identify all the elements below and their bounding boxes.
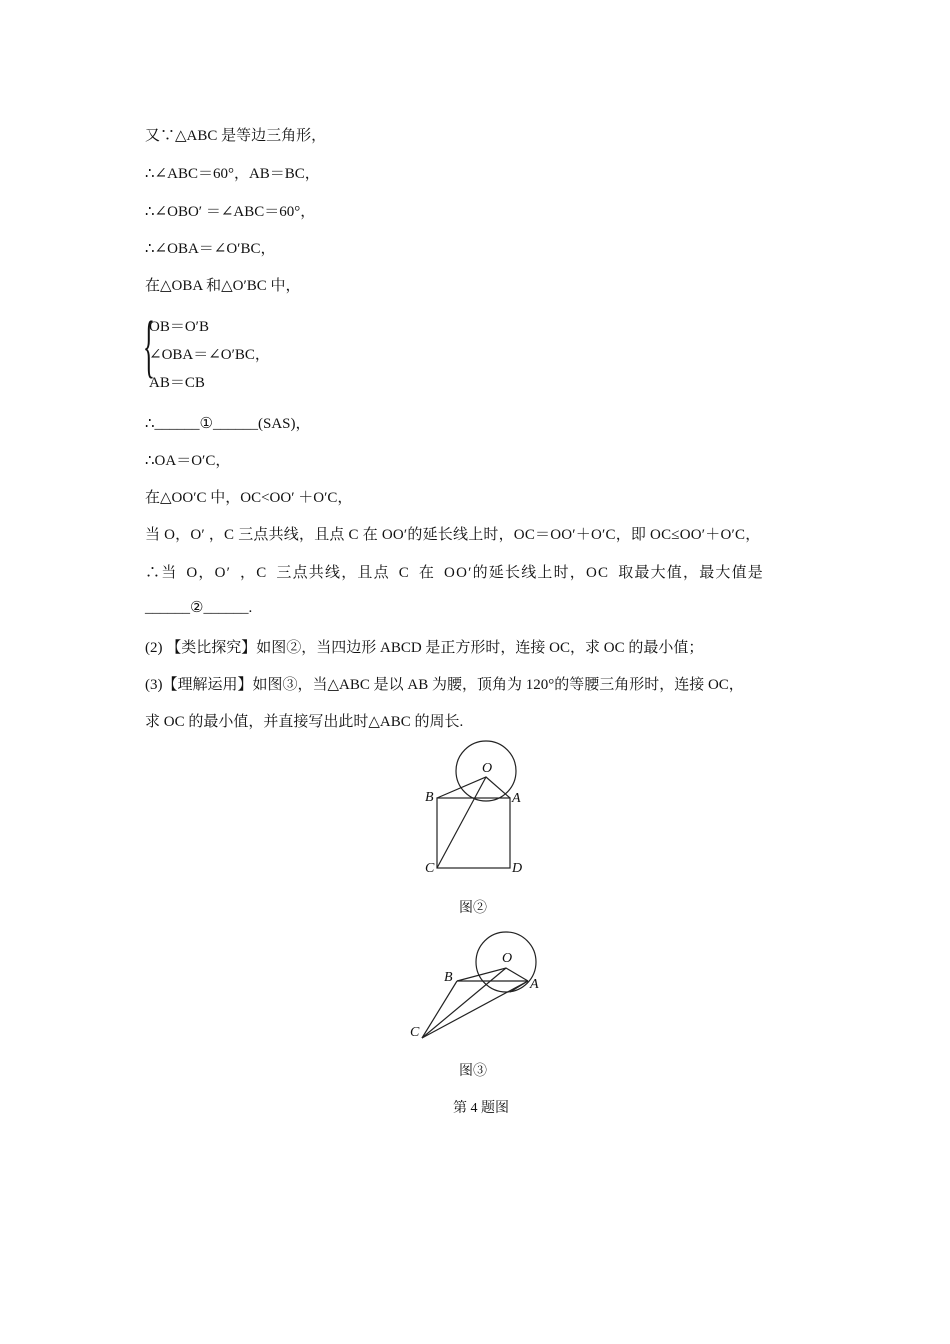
label-b: B bbox=[425, 790, 434, 805]
text-line: 当 O，O′ ，C 三点共线，且点 C 在 OO′的延长线上时，OC＝OO′＋O′C，即 OC≤OO′＋O′C， bbox=[145, 527, 761, 543]
system-line: OB＝O′B bbox=[149, 319, 209, 335]
figure-3 bbox=[422, 932, 536, 1038]
system-line: AB＝CB bbox=[149, 375, 205, 391]
text-line: ∴当 O，O′ ，C 三点共线，且点 C 在 OO′的延长线上时，OC 取最大值，最大值是 bbox=[145, 565, 764, 581]
text-line: ∴∠OBA＝∠O′BC， bbox=[145, 241, 276, 257]
figure-2-caption: 图② bbox=[459, 901, 487, 916]
text-line: ∴∠ABC＝60°，AB＝BC， bbox=[145, 166, 320, 182]
figure-2 bbox=[437, 741, 516, 868]
text-line: 在△OBA 和△O′BC 中， bbox=[145, 278, 301, 294]
text-line: 又∵△ABC 是等边三角形， bbox=[145, 128, 327, 144]
text-line: ∴∠OBO′ ＝∠ABC＝60°， bbox=[145, 204, 316, 220]
question-3-cont: 求 OC 的最小值，并直接写出此时△ABC 的周长. bbox=[145, 714, 464, 730]
question-2: (2) 【类比探究】如图②，当四边形 ABCD 是正方形时，连接 OC，求 OC 的最小值； bbox=[145, 640, 704, 656]
question-3: (3)【理解运用】如图③，当△ABC 是以 AB 为腰，顶角为 120°的等腰三角形时，连接 OC， bbox=[145, 677, 744, 693]
label-a: A bbox=[512, 791, 521, 806]
label-c: C bbox=[425, 861, 435, 876]
label-b: B bbox=[444, 970, 453, 985]
system-line: ∠OBA＝∠O′BC， bbox=[149, 347, 270, 363]
text-line: ∴OA＝O′C， bbox=[145, 453, 231, 469]
label-o: O bbox=[482, 761, 493, 776]
label-o: O bbox=[502, 951, 513, 966]
figure-3-caption: 图③ bbox=[459, 1064, 487, 1079]
label-c: C bbox=[410, 1025, 420, 1040]
blank-line-2: ______②______. bbox=[145, 600, 253, 616]
brace: { bbox=[143, 308, 155, 385]
label-d: D bbox=[512, 861, 523, 876]
blank-line-1: ∴______①______(SAS)， bbox=[145, 416, 311, 432]
label-a: A bbox=[530, 977, 539, 992]
problem-figure-caption: 第 4 题图 bbox=[453, 1101, 509, 1116]
text-line: 在△OO′C 中，OC<OO′ ＋O′C， bbox=[145, 490, 353, 506]
